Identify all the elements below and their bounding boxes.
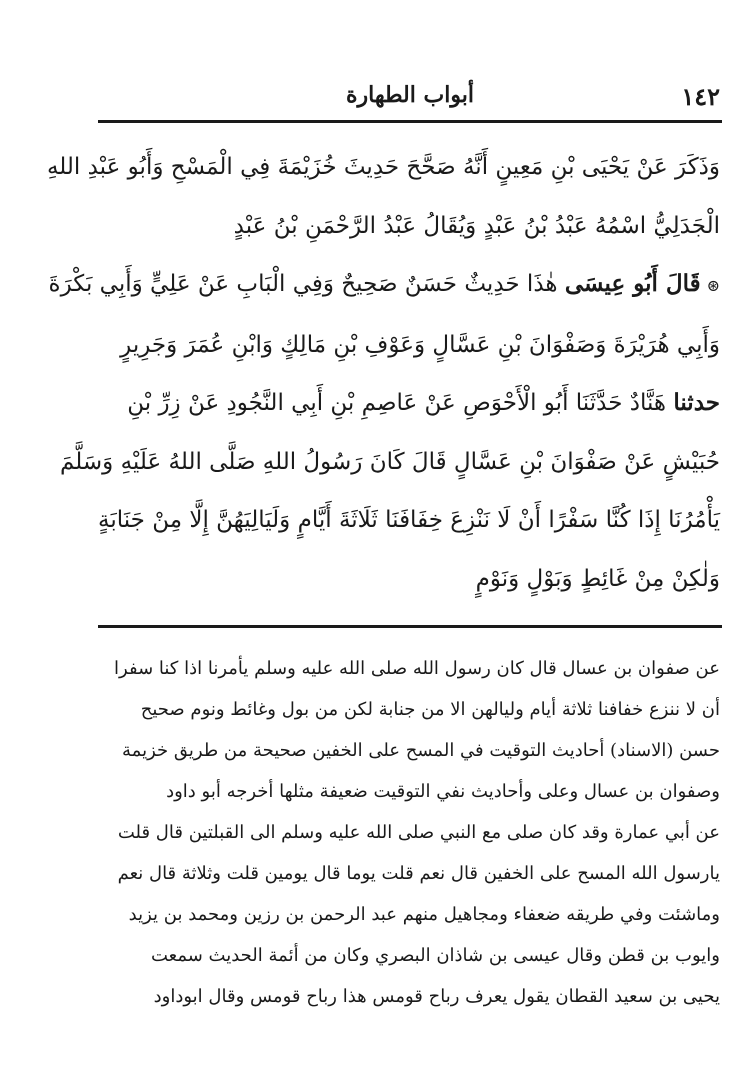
main-text-line — [100, 374, 720, 433]
commentary-line: يارسول الله المسح على الخفين قال نعم قلت يوما قال يومين قلت وثلاثة قال نعم — [117, 863, 720, 884]
main-text-line: حُبَيْشٍ عَنْ صَفْوَانَ بْنِ عَسَّالٍ قَالَ كَانَ رَسُولُ اللهِ صَلَّى اللهُ عَلَيْهِ وَسَلَّمَ — [59, 448, 720, 475]
commentary-line: يحيى بن سعيد القطان يقول يعرف رباح قومس هذا رباح قومس وقال ابوداود — [153, 986, 720, 1007]
main-text-line: وَلٰكِنْ مِنْ غَائِطٍ وَبَوْلٍ وَنَوْمٍ — [475, 565, 720, 592]
commentary-line: وماشئت وفي طريقه ضعفاء ومجاهيل منهم عبد الرحمن بن رزين ومحمد بن يزيد — [128, 904, 720, 925]
header-rule — [98, 120, 722, 123]
commentary-line: عن صفوان بن عسال قال كان رسول الله صلى الله عليه وسلم يأمرنا اذا كنا سفرا — [114, 658, 720, 679]
page-header — [100, 82, 720, 116]
main-text-line: الْجَدَلِيُّ اسْمُهُ عَبْدُ بْنُ عَبْدٍ وَيُقَالُ عَبْدُ الرَّحْمَنِ بْنُ عَبْدٍ — [233, 212, 720, 239]
ornament-icon: ⊛ — [706, 276, 720, 295]
commentary-text — [100, 648, 720, 1017]
hadith-text — [46, 138, 720, 608]
running-title: أبواب الطهارة — [346, 82, 474, 108]
commentary-divider — [98, 625, 722, 628]
commentary-line: وصفوان بن عسال وعلى وأحاديث نفي التوقيت ضعيفة مثلها أخرجه أبو داود — [166, 781, 720, 802]
main-text-fragment: هَنَّادٌ حَدَّثَنَا أَبُو الْأَحْوَصِ عَنْ عَاصِمِ بْنِ أَبِي النَّجُودِ عَنْ زِرِّ بْنِ — [127, 390, 667, 416]
page-number: ١٤٢ — [681, 82, 720, 111]
abu-isa-label: قَالَ أَبُو عِيسَى — [564, 270, 701, 297]
commentary-line: عن أبي عمارة وقد كان صلى مع النبي صلى الله عليه وسلم الى القبلتين قال قلت — [117, 822, 720, 843]
main-text-line: وَأَبِي هُرَيْرَةَ وَصَفْوَانَ بْنِ عَسَّالٍ وَعَوْفِ بْنِ مَالِكٍ وَابْنِ عُمَرَ وَجَرِيرٍ — [120, 331, 720, 358]
commentary-line: أن لا ننزع خفافنا ثلاثة أيام وليالهن الا من جنابة لكن من بول وغائط ونوم صحيح — [140, 699, 720, 720]
commentary-line: وايوب بن قطن وقال عيسى بن شاذان البصري وكان من أئمة الحديث سمعت — [150, 945, 720, 966]
main-text-line — [48, 255, 720, 316]
main-text-line: وَذَكَرَ عَنْ يَحْيَى بْنِ مَعِينٍ أَنَّهُ صَحَّحَ حَدِيثَ خُزَيْمَةَ فِي الْمَسْحِ وَأَبُو عَبْدِ اللهِ — [46, 154, 720, 180]
haddathana-label: حدثنا — [673, 389, 720, 416]
main-text-line: يَأْمُرُنَا إِذَا كُنَّا سَفْرًا أَنْ لَا نَنْزِعَ خِفَافَنَا ثَلَاثَةَ أَيَّامٍ وَلَيَالِيَهُنَّ إِلَّا مِنْ جَنَابَةٍ — [98, 507, 720, 533]
commentary-line: حسن (الاسناد) أحاديث التوقيت في المسح على الخفين صحيحة من طريق خزيمة — [122, 740, 720, 761]
main-text-fragment: هٰذَا حَدِيثٌ حَسَنٌ صَحِيحٌ وَفِي الْبَابِ عَنْ عَلِيٍّ وَأَبِي بَكْرَةَ — [48, 271, 558, 297]
